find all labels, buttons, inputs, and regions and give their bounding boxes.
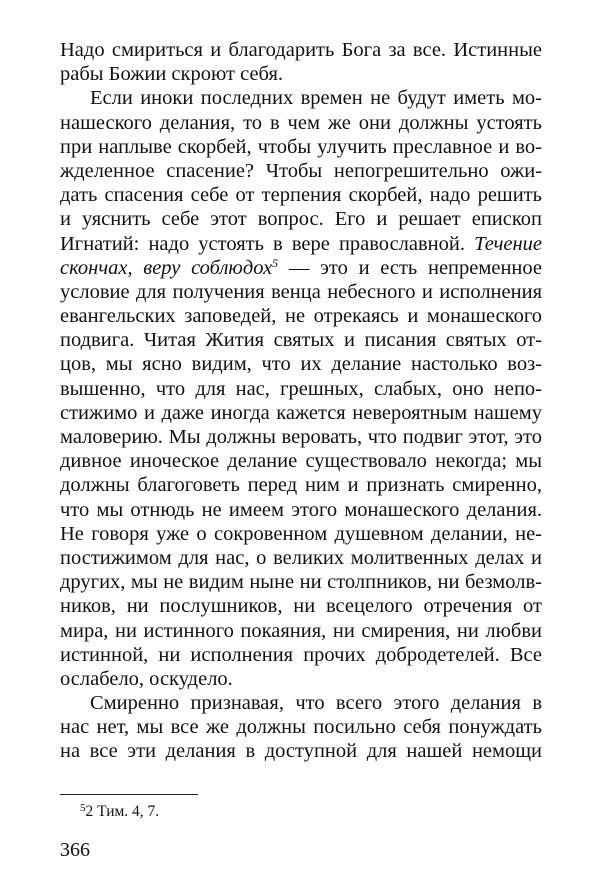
text-segment: — это и есть непременное bbox=[278, 256, 542, 279]
text-line: должны благоговеть перед ним и признать смиренно, bbox=[60, 474, 542, 497]
text-line: вышенно, что для нас, грешных, слабых, оно непо- bbox=[60, 377, 542, 400]
page-body bbox=[60, 38, 542, 764]
quote-italic: скончах, веру соблюдох bbox=[60, 256, 273, 279]
text-line: стижимо и даже иногда кажется невероятным нашему bbox=[60, 401, 542, 424]
quote-italic: Течение bbox=[474, 232, 542, 255]
text-line: условие для получения венца небесного и исполнения bbox=[60, 280, 542, 303]
text-line: ников, ни послушников, ни всецелого отречения от bbox=[60, 595, 542, 618]
text-line: Не говоря уже о сокровенном душевном делании, не- bbox=[60, 522, 542, 545]
footnote-divider bbox=[60, 794, 198, 795]
text-line: цов, мы ясно видим, что их делание настолько воз- bbox=[60, 353, 542, 376]
page-number: 366 bbox=[60, 839, 90, 861]
text-line: дать спасения себе от терпения скорбей, надо решить bbox=[60, 184, 542, 207]
paragraph-2 bbox=[60, 86, 542, 691]
text-line: евангельских заповедей, не отрекаясь и монашеского bbox=[60, 305, 542, 328]
text-segment: Игнатий: надо устоять в вере православной. bbox=[60, 232, 475, 255]
text-line: мира, ни истинного покаяния, ни смирения, ни любви bbox=[60, 619, 542, 642]
text-line: что мы отнюдь не имеем этого монашеского делания. bbox=[60, 498, 542, 521]
text-line: дивное иноческое делание существовало некогда; мы bbox=[60, 450, 542, 473]
text-line: Надо смириться и благодарить Бога за все. Истинные bbox=[60, 39, 542, 61]
text-line: маловерию. Мы должны веровать, что подвиг этот, это bbox=[60, 426, 542, 448]
paragraph-1 bbox=[60, 38, 542, 86]
footnote bbox=[80, 803, 159, 821]
text-line: Если иноки последних времен не будут иметь мо- bbox=[90, 87, 542, 110]
paragraph-3 bbox=[60, 691, 542, 764]
text-line-mixed bbox=[60, 256, 542, 280]
text-line: нас нет, мы все же должны посильно себя понуждать bbox=[60, 716, 542, 739]
text-line: при наплыве скорбей, чтобы улучить преславное и во- bbox=[60, 135, 542, 158]
text-line: на все эти делания в доступной для нашей немощи bbox=[60, 740, 542, 763]
footnote-text: 2 Тим. 4, 7. bbox=[85, 803, 160, 820]
text-line: и уяснить себе этот вопрос. Его и решает епископ bbox=[60, 208, 542, 231]
text-line: Смиренно признавая, что всего этого делания в bbox=[90, 692, 542, 715]
text-line-mixed bbox=[60, 232, 542, 256]
footnote-mark: 5 bbox=[80, 802, 86, 814]
text-line: постижимом для нас, о великих молитвенных делах и bbox=[60, 546, 542, 569]
text-line: других, мы не видим ныне ни столпников, ни безмолв- bbox=[60, 571, 542, 594]
text-line: нашеского делания, то в чем же они должны устоять bbox=[60, 111, 542, 134]
text-line: подвига. Читая Жития святых и писания святых от- bbox=[60, 329, 542, 352]
text-line: рабы Божии скроют себя. bbox=[60, 63, 284, 86]
text-line: жделенное спасение? Чтобы непогрешительно ожи- bbox=[60, 159, 542, 182]
text-line: ослабело, оскудело. bbox=[60, 667, 233, 690]
text-line: истинной, ни исполнения прочих добродетелей. Все bbox=[60, 643, 542, 666]
footnote-reference[interactable]: 5 bbox=[272, 255, 279, 270]
